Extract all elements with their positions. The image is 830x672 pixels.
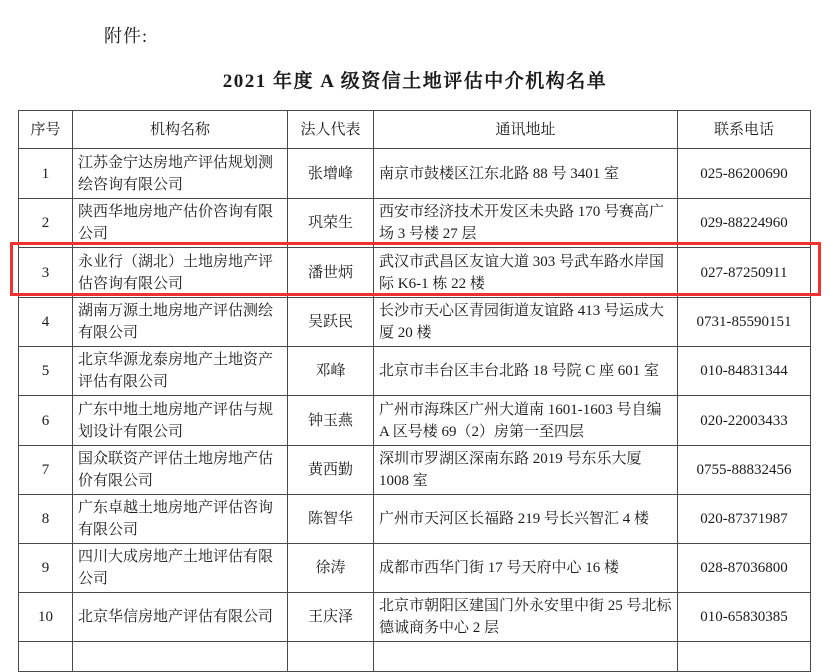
- agency-name-cell: 广东卓越土地房地产评估咨询有限公司: [73, 495, 288, 544]
- table-row: [19, 495, 811, 544]
- table-row: [19, 593, 811, 642]
- row-number-cell: [19, 642, 73, 672]
- row-number-cell: 9: [19, 544, 73, 593]
- row-number-cell: 6: [19, 396, 73, 446]
- phone-cell: 020-87371987: [678, 495, 811, 544]
- table-header-row: [19, 111, 811, 149]
- agency-name-cell: 江苏金宁达房地产评估规划测绘咨询有限公司: [73, 149, 288, 199]
- agency-name-cell: 北京华源龙泰房地产土地资产评估有限公司: [73, 347, 288, 396]
- table-row: [19, 396, 811, 446]
- page-title: 2021 年度 A 级资信土地评估中介机构名单: [222, 71, 608, 92]
- table-row: [19, 199, 811, 248]
- phone-cell: 0755-88832456: [678, 446, 811, 495]
- address-cell: 广州市天河区长福路 219 号长兴智汇 4 楼: [374, 495, 678, 544]
- address-cell: 北京市丰台区丰台北路 18 号院 C 座 601 室: [374, 347, 678, 396]
- agency-name-cell: 北京华信房地产评估有限公司: [73, 593, 288, 642]
- table-row: [19, 149, 811, 199]
- agency-name-cell: [73, 642, 288, 672]
- agency-name-cell: 湖南万源土地房地产评估测绘有限公司: [73, 298, 288, 347]
- column-header-address: 通讯地址: [374, 111, 678, 149]
- agency-name-cell: 永业行（湖北）土地房地产评估咨询有限公司: [73, 248, 288, 298]
- table-row-clipped: [19, 642, 811, 672]
- legal-rep-cell: 邓峰: [288, 347, 374, 396]
- legal-rep-cell: 吴跃民: [288, 298, 374, 347]
- address-cell: 长沙市天心区青园街道友谊路 413 号运成大厦 20 楼: [374, 298, 678, 347]
- address-cell: 深圳市罗湖区深南东路 2019 号东乐大厦 1008 室: [374, 446, 678, 495]
- phone-cell: 029-88224960: [678, 199, 811, 248]
- table-row-highlighted: [19, 248, 811, 298]
- row-number-cell: 2: [19, 199, 73, 248]
- address-cell: 南京市鼓楼区江东北路 88 号 3401 室: [374, 149, 678, 199]
- phone-cell: 0731-85590151: [678, 298, 811, 347]
- row-number-cell: 4: [19, 298, 73, 347]
- legal-rep-cell: 王庆泽: [288, 593, 374, 642]
- phone-cell: 028-87036800: [678, 544, 811, 593]
- phone-cell: 027-87250911: [678, 248, 811, 298]
- phone-cell: 010-84831344: [678, 347, 811, 396]
- table-body: [19, 149, 811, 672]
- address-cell: 成都市西华门街 17 号天府中心 16 楼: [374, 544, 678, 593]
- phone-cell: [678, 642, 811, 672]
- agency-name-cell: 四川大成房地产土地评估有限公司: [73, 544, 288, 593]
- phone-cell: 020-22003433: [678, 396, 811, 446]
- row-number-cell: 7: [19, 446, 73, 495]
- table-row: [19, 298, 811, 347]
- column-header-name: 机构名称: [73, 111, 288, 149]
- address-cell: 北京市朝阳区建国门外永安里中街 25 号北标德诚商务中心 2 层: [374, 593, 678, 642]
- legal-rep-cell: 陈智华: [288, 495, 374, 544]
- phone-cell: 010-65830385: [678, 593, 811, 642]
- row-number-cell: 1: [19, 149, 73, 199]
- agency-name-cell: 广东中地土地房地产评估与规划设计有限公司: [73, 396, 288, 446]
- agency-table: [18, 110, 811, 672]
- column-header-phone: 联系电话: [678, 111, 811, 149]
- row-number-cell: 5: [19, 347, 73, 396]
- column-header-rep: 法人代表: [288, 111, 374, 149]
- agency-name-cell: 陕西华地房地产估价咨询有限公司: [73, 199, 288, 248]
- legal-rep-cell: 黄西勤: [288, 446, 374, 495]
- legal-rep-cell: 徐涛: [288, 544, 374, 593]
- agency-name-cell: 国众联资产评估土地房地产估价有限公司: [73, 446, 288, 495]
- legal-rep-cell: 巩荣生: [288, 199, 374, 248]
- address-cell: 广州市海珠区广州大道南 1601-1603 号自编 A 区号楼 69（2）房第一至四层: [374, 396, 678, 446]
- row-number-cell: 3: [19, 248, 73, 298]
- row-number-cell: 10: [19, 593, 73, 642]
- legal-rep-cell: 潘世炳: [288, 248, 374, 298]
- column-header-no: 序号: [19, 111, 73, 149]
- attachment-label: 附件:: [104, 26, 149, 46]
- table-row: [19, 446, 811, 495]
- phone-cell: 025-86200690: [678, 149, 811, 199]
- legal-rep-cell: 钟玉燕: [288, 396, 374, 446]
- table-row: [19, 347, 811, 396]
- address-cell: 武汉市武昌区友谊大道 303 号武车路水岸国际 K6-1 栋 22 楼: [374, 248, 678, 298]
- legal-rep-cell: 张增峰: [288, 149, 374, 199]
- table-row: [19, 544, 811, 593]
- row-number-cell: 8: [19, 495, 73, 544]
- address-cell: [374, 642, 678, 672]
- legal-rep-cell: [288, 642, 374, 672]
- address-cell: 西安市经济技术开发区未央路 170 号赛高广场 3 号楼 27 层: [374, 199, 678, 248]
